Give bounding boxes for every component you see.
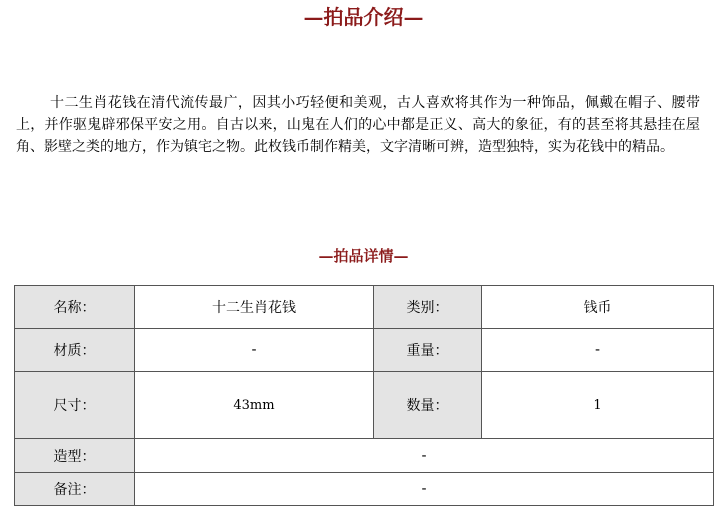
quantity-label: 数量： [374, 372, 482, 439]
name-label: 名称： [15, 286, 135, 329]
size-label: 尺寸： [15, 372, 135, 439]
table-row-material-weight [15, 329, 714, 372]
intro-paragraph: 十二生肖花钱在清代流传最广，因其小巧轻便和美观，古人喜欢将其作为一种饰品，佩戴在帽子、腰带上，并作驱鬼辟邪保平安之用。自古以来，山鬼在人们的心中都是正义、高大的象征，有的甚至将其悬挂在屋角、影壁之类的地方，作为镇宅之物。此枚钱币制作精美，文字清晰可辨，造型独特，实为花钱中的精品。 [16, 95, 700, 155]
weight-label: 重量： [374, 329, 482, 372]
quantity-value: 1 [482, 372, 714, 439]
remarks-label: 备注： [15, 473, 135, 506]
category-label: 类别： [374, 286, 482, 329]
category-value: 钱币 [482, 286, 714, 329]
details-section-title: —拍品详情— [318, 247, 409, 265]
material-value: - [135, 329, 374, 372]
remarks-value: - [135, 473, 714, 506]
table-row-remarks [15, 473, 714, 506]
material-label: 材质： [15, 329, 135, 372]
name-value: 十二生肖花钱 [135, 286, 374, 329]
table-row-shape [15, 439, 714, 473]
shape-value: - [135, 439, 714, 473]
weight-value: - [482, 329, 714, 372]
table-row-name-category [15, 286, 714, 329]
size-value: 43mm [135, 372, 374, 439]
intro-section-title: —拍品介绍— [303, 5, 424, 29]
table-row-size-quantity [15, 372, 714, 439]
details-table [14, 285, 714, 506]
shape-label: 造型： [15, 439, 135, 473]
